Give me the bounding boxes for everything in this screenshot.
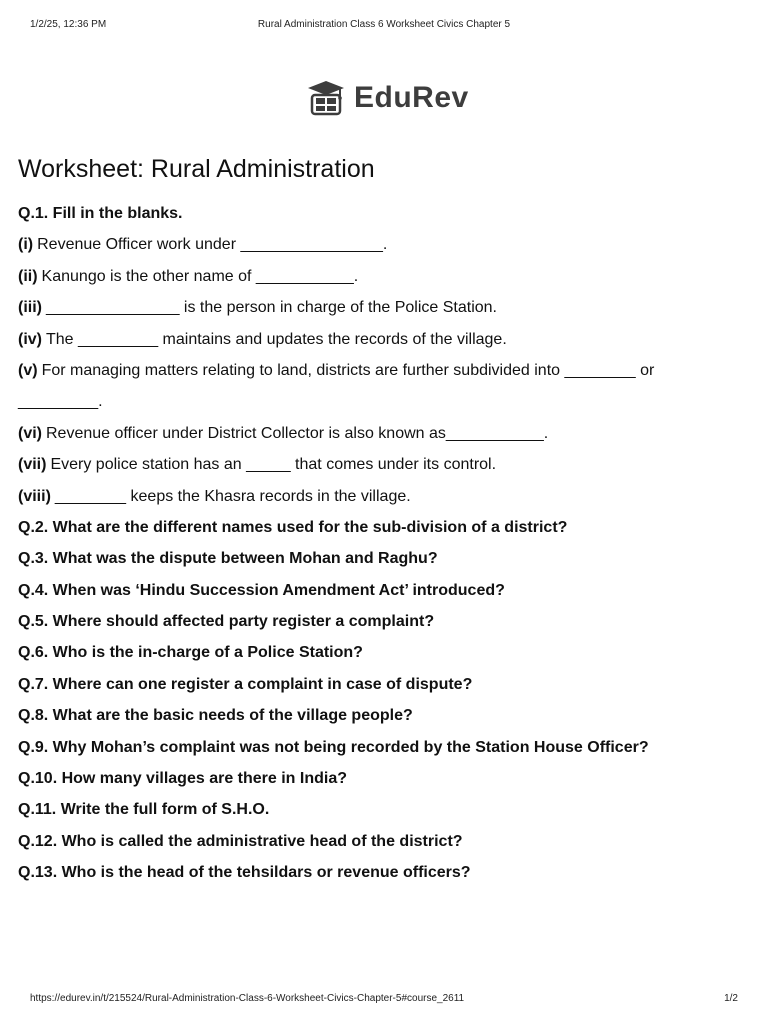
blank-item: [18, 451, 738, 482]
blank-item: [18, 263, 738, 294]
item-text: _________.: [18, 393, 103, 411]
question: Q.9. Why Mohan’s complaint was not being recorded by the Station House Officer?: [18, 738, 649, 756]
item-text: ________ keeps the Khasra records in the village.: [54, 487, 411, 505]
question: Q.4. When was ‘Hindu Succession Amendment Act’ introduced?: [18, 581, 505, 599]
print-page-number: 1/2: [724, 993, 738, 1004]
print-datetime: 1/2/25, 12:36 PM: [30, 19, 107, 30]
item-number: (iii): [18, 299, 42, 317]
print-url: https://edurev.in/t/215524/Rural-Administration-Class-6-Worksheet-Civics-Chapter-5#course_2611: [30, 993, 465, 1004]
blank-item: [18, 294, 738, 325]
question: Q.7. Where can one register a complaint in case of dispute?: [18, 675, 473, 693]
edurev-logo[interactable]: [307, 78, 469, 118]
blank-item: [18, 357, 738, 388]
blank-item-continuation: [18, 388, 738, 419]
question: Q.3. What was the dispute between Mohan and Raghu?: [18, 550, 438, 568]
question: Q.2. What are the different names used for the sub-division of a district?: [18, 518, 568, 536]
item-number: (ii): [18, 267, 38, 285]
item-number: (iv): [18, 330, 42, 348]
question: Q.12. Who is called the administrative head of the district?: [18, 832, 463, 850]
question: Q.8. What are the basic needs of the village people?: [18, 707, 413, 725]
item-number: (vi): [18, 424, 42, 442]
blank-item: [18, 420, 738, 451]
item-number: (v): [18, 361, 38, 379]
item-text: _______________ is the person in charge of the Police Station.: [46, 299, 497, 317]
item-text: Kanungo is the other name of ___________.: [41, 267, 359, 285]
worksheet-content: [18, 200, 738, 891]
blank-item: [18, 231, 738, 262]
q1-heading: Q.1. Fill in the blanks.: [18, 205, 183, 222]
item-text: For managing matters relating to land, districts are further subdivided into ________ or: [41, 361, 655, 379]
question: Q.13. Who is the head of the tehsildars or revenue officers?: [18, 864, 471, 882]
graduation-cap-book-icon: [307, 80, 345, 116]
print-page-title: Rural Administration Class 6 Worksheet Civics Chapter 5: [257, 19, 511, 30]
item-text: Every police station has an _____ that comes under its control.: [50, 456, 497, 474]
question: Q.11. Write the full form of S.H.O.: [18, 801, 270, 819]
question: Q.6. Who is the in-charge of a Police Station?: [18, 644, 363, 662]
question: Q.10. How many villages are there in India?: [18, 770, 347, 788]
blank-item: [18, 483, 738, 514]
item-text: Revenue Officer work under ________________.: [37, 236, 388, 254]
item-text: The _________ maintains and updates the records of the village.: [46, 330, 507, 348]
item-number: (vii): [18, 456, 47, 474]
blank-item: [18, 326, 738, 357]
item-text: Revenue officer under District Collector is also known as___________.: [46, 424, 549, 442]
worksheet-title: Worksheet: Rural Administration: [18, 155, 375, 183]
item-number: (viii): [18, 487, 51, 505]
question: Q.5. Where should affected party register a complaint?: [18, 613, 435, 631]
logo-text: EduRev: [354, 81, 469, 114]
item-number: (i): [18, 236, 34, 254]
